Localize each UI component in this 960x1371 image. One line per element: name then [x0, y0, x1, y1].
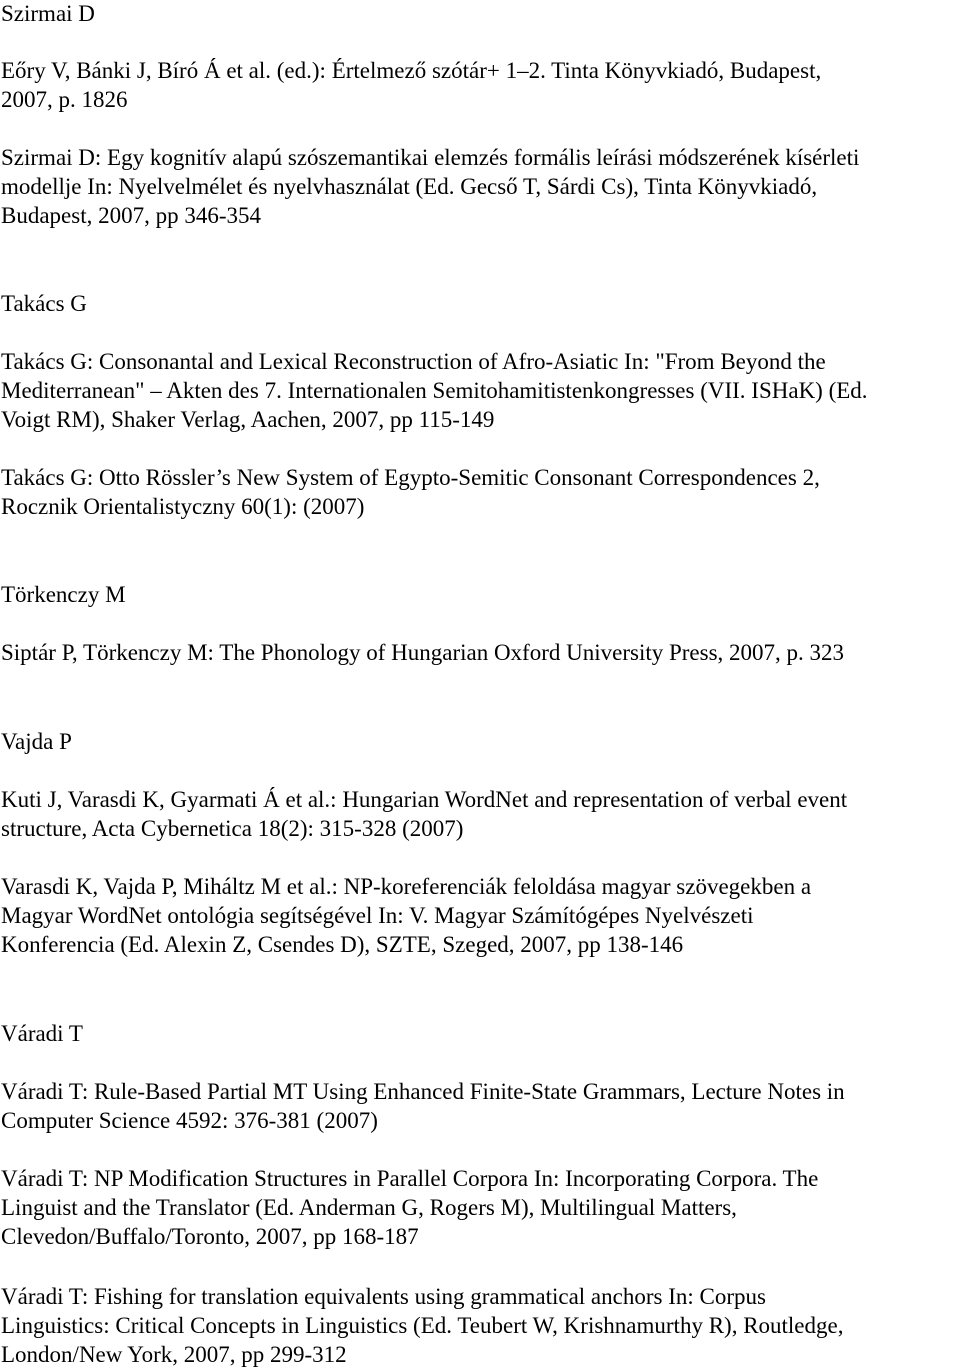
- reference-line: Budapest, 2007, pp 346-354: [1, 203, 262, 228]
- reference-line: Siptár P, Törkenczy M: The Phonology of Hungarian Oxford University Press, 2007, p. 323: [1, 640, 845, 665]
- reference-line: Rocznik Orientalistyczny 60(1): (2007): [1, 494, 365, 519]
- section-heading-vajda: Vajda P: [1, 729, 72, 754]
- reference-line: Szirmai D: Egy kognitív alapú szószemantikai elemzés formális leírási módszerének kísérleti: [1, 145, 860, 170]
- reference-line: Takács G: Consonantal and Lexical Reconstruction of Afro-Asiatic In: "From Beyond the: [1, 349, 826, 374]
- reference-line: Mediterranean" – Akten des 7. Internationalen Semitohamitistenkongresses (VII. ISHaK) (Ed.: [1, 378, 868, 403]
- section-heading-torkenczy: Törkenczy M: [1, 582, 126, 607]
- section-heading-takacs: Takács G: [1, 291, 87, 316]
- reference-line: Váradi T: Fishing for translation equivalents using grammatical anchors In: Corpus: [1, 1284, 766, 1309]
- reference-line: 2007, p. 1826: [1, 87, 128, 112]
- reference-line: Kuti J, Varasdi K, Gyarmati Á et al.: Hungarian WordNet and representation of verbal event: [1, 787, 848, 812]
- reference-line: Clevedon/Buffalo/Toronto, 2007, pp 168-187: [1, 1224, 419, 1249]
- reference-line: Váradi T: NP Modification Structures in Parallel Corpora In: Incorporating Corpora. The: [1, 1166, 819, 1191]
- reference-line: Linguist and the Translator (Ed. Anderman G, Rogers M), Multilingual Matters,: [1, 1195, 737, 1220]
- reference-line: Takács G: Otto Rössler’s New System of Egypto-Semitic Consonant Correspondences 2,: [1, 465, 820, 490]
- section-heading-szirmai: Szirmai D: [1, 1, 95, 26]
- reference-line: London/New York, 2007, pp 299-312: [1, 1342, 347, 1367]
- reference-line: modellje In: Nyelvelmélet és nyelvhasználat (Ed. Gecső T, Sárdi Cs), Tinta Könyvkiadó,: [1, 174, 818, 199]
- reference-line: Linguistics: Critical Concepts in Linguistics (Ed. Teubert W, Krishnamurthy R), Routledge,: [1, 1313, 844, 1338]
- reference-line: Váradi T: Rule-Based Partial MT Using Enhanced Finite-State Grammars, Lecture Notes in: [1, 1079, 845, 1104]
- reference-line: Computer Science 4592: 376-381 (2007): [1, 1108, 378, 1133]
- reference-line: Eőry V, Bánki J, Bíró Á et al. (ed.): Értelmező szótár+ 1–2. Tinta Könyvkiadó, Budapest,: [1, 58, 822, 83]
- reference-line: structure, Acta Cybernetica 18(2): 315-328 (2007): [1, 816, 464, 841]
- section-heading-varadi: Váradi T: [1, 1021, 83, 1046]
- reference-line: Konferencia (Ed. Alexin Z, Csendes D), SZTE, Szeged, 2007, pp 138-146: [1, 932, 684, 957]
- reference-line: Varasdi K, Vajda P, Miháltz M et al.: NP-koreferenciák feloldása magyar szövegekben a: [1, 874, 812, 899]
- reference-line: Voigt RM), Shaker Verlag, Aachen, 2007, pp 115-149: [1, 407, 495, 432]
- reference-line: Magyar WordNet ontológia segítségével In: V. Magyar Számítógépes Nyelvészeti: [1, 903, 754, 928]
